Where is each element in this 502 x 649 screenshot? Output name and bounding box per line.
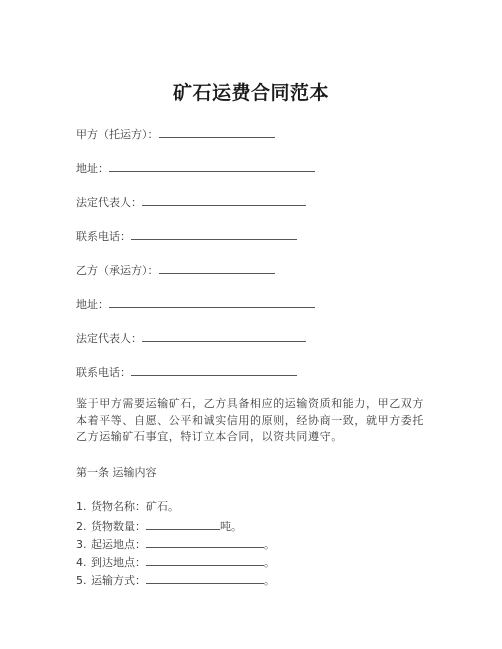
list-item: [76, 518, 242, 534]
party-b-name-label: 乙方（承运方）：: [76, 264, 159, 277]
list-item-suffix: 吨。: [220, 520, 242, 533]
list-item-blank: [146, 554, 264, 566]
list-item: [76, 572, 275, 588]
list-item-number: 1.: [76, 500, 87, 513]
party-a-phone-line: [76, 228, 297, 244]
party-b-phone-label: 联系电话：: [76, 366, 131, 379]
party-b-address-blank: [109, 296, 315, 308]
party-a-address-line: [76, 160, 315, 176]
party-b-name-blank: [159, 262, 275, 274]
list-item-suffix: 。: [264, 538, 275, 551]
party-a-rep-label: 法定代表人：: [76, 196, 142, 209]
list-item-label: 货物名称：矿石。: [91, 500, 179, 513]
list-item: [76, 554, 275, 570]
party-a-name-blank: [159, 126, 275, 138]
list-item-label: 起运地点：: [91, 538, 146, 551]
list-item-number: 5.: [76, 574, 87, 587]
party-b-phone-line: [76, 364, 297, 380]
party-a-address-blank: [109, 160, 315, 172]
party-b-phone-blank: [131, 364, 297, 376]
party-b-address-label: 地址：: [76, 298, 109, 311]
list-item-number: 2.: [76, 520, 87, 533]
list-item-suffix: 。: [264, 574, 275, 587]
document-title: 矿石运费合同范本: [172, 82, 329, 104]
list-item-label: 运输方式：: [91, 574, 146, 587]
list-item-label: 货物数量：: [91, 520, 146, 533]
list-item-blank: [146, 572, 264, 584]
list-item-blank: [146, 536, 264, 548]
party-a-rep-line: [76, 194, 306, 210]
party-b-name-line: [76, 262, 275, 278]
party-b-rep-label: 法定代表人：: [76, 332, 142, 345]
party-a-phone-label: 联系电话：: [76, 230, 131, 243]
party-a-address-label: 地址：: [76, 162, 109, 175]
party-b-rep-line: [76, 330, 306, 346]
list-item-number: 3.: [76, 538, 87, 551]
list-item-suffix: 。: [264, 556, 275, 569]
party-a-phone-blank: [131, 228, 297, 240]
party-b-rep-blank: [142, 330, 306, 342]
preamble-paragraph: 鉴于甲方需要运输矿石，乙方具备相应的运输资质和能力，甲乙双方本着平等、自愿、公平和诚实信用的原则，经协商一致，就甲方委托乙方运输矿石事宜，特订立本合同，以资共同遵守。: [76, 397, 424, 443]
party-b-address-line: [76, 296, 315, 312]
list-item-blank: [146, 518, 220, 530]
party-a-name-line: [76, 126, 275, 142]
list-item-number: 4.: [76, 556, 87, 569]
party-a-rep-blank: [142, 194, 306, 206]
list-item: [76, 500, 179, 514]
party-a-name-label: 甲方（托运方）：: [76, 128, 159, 141]
list-item-label: 到达地点：: [91, 556, 146, 569]
article-1-heading: 第一条 运输内容: [76, 466, 157, 479]
list-item: [76, 536, 275, 552]
